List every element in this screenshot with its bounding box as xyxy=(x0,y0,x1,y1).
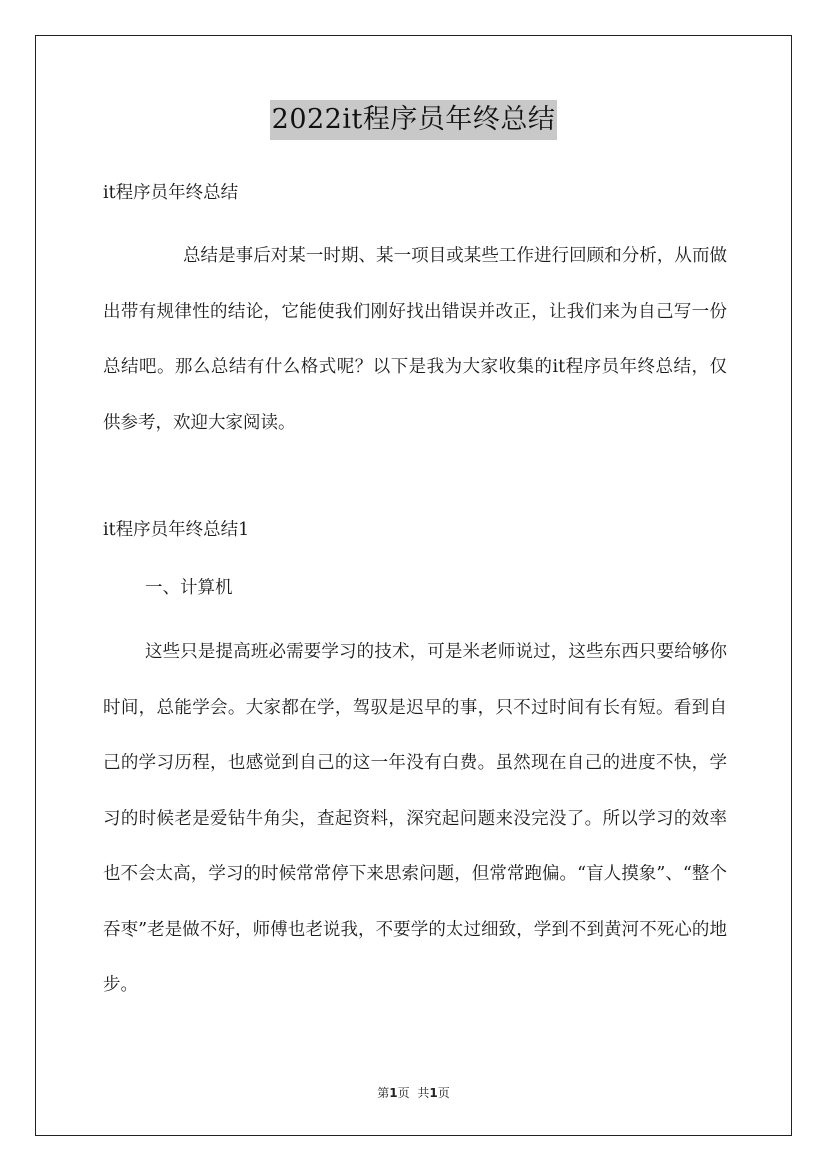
sub-item-heading: 一、计算机 xyxy=(145,578,233,598)
document-body xyxy=(103,176,727,1014)
intro-paragraph: 总结是事后对某一时期、某一项目或某些工作进行回顾和分析，从而做出带有规律性的结论，它能使我们刚好找出错误并改正，让我们来为自己写一份总结吧。那么总结有什么格式呢？以下是我为大家收集的it程序员年终总结，仅供参考，欢迎大家阅读。 xyxy=(103,246,727,433)
footer-total-suffix: 页 xyxy=(437,1086,450,1100)
page-footer xyxy=(0,1084,827,1101)
document-subtitle: it程序员年终总结 xyxy=(103,183,239,203)
footer-page-number: 1 xyxy=(389,1086,398,1100)
title-wrap xyxy=(0,100,827,140)
body-paragraph: 这些只是提高班必需要学习的技术，可是米老师说过，这些东西只要给够你时间，总能学会。大家都在学，驾驭是迟早的事，只不过时间有长有短。看到自己的学习历程，也感觉到自己的这一年没有白费。虽然现在自己的进度不快，学习的时候老是爱钻牛角尖，查起资料，深究起问题来没完没了。所以学习的效率也不会太高，学习的时候常常停下来思索问题，但常常跑偏。“盲人摸象”、“整个吞枣”老是做不好，师傅也老说我，不要学的太过细致，学到不到黄河不死心的地步。 xyxy=(103,642,727,995)
section-heading: it程序员年终总结1 xyxy=(103,520,250,540)
footer-total-number: 1 xyxy=(429,1086,438,1100)
footer-page-prefix: 第 xyxy=(377,1086,390,1100)
document-title: 2022it程序员年终总结 xyxy=(270,100,558,140)
footer-total-prefix: 共 xyxy=(417,1086,430,1100)
footer-page-suffix: 页 xyxy=(397,1086,410,1100)
